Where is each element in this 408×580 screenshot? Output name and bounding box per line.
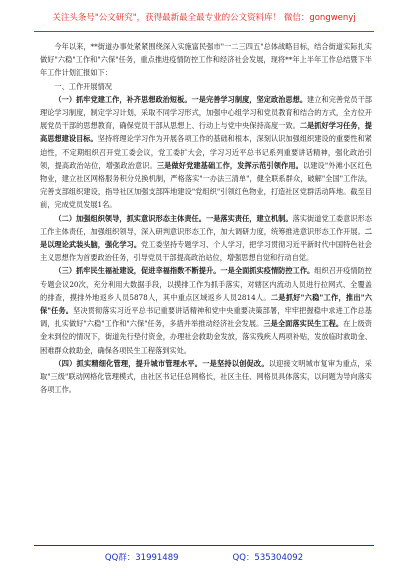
subsection-1-body: 建立和完善党员干部理论学习制度，制定学习计划，采取不同学习形式，加强中心组学习和党员教育和结合的方式，全方位开展党员干部的思想教育，确保党员干部从思想上、行动上与党中央保持高度一致。 <box>40 94 372 131</box>
subsection-4-lead: （四）抓实精细化管理，提升城市管理水平。一是坚持以创促改。 <box>54 358 269 368</box>
subsection-2-lead: （二）加强组织领导，抓实意识形态主体责任。一是落实责任，建立机制。 <box>54 213 293 223</box>
subsection-1-lead: （一）抓牢党建工作，补齐思想政治短板。一是完善学习制度，坚定政治思想。 <box>54 94 308 104</box>
subsection-1-body-3: 以建设"外滩小区红色物业，建立社区网格服务积分兑换机制，严格落实"一办法三清单"，健全联系群众，破解"全国"工作法，完善支部组织建设，指导社区加强支部阵地建设"党组织"引领红色物业，打造社区党群活动阵地。截至目前，完成党员发展1名。 <box>40 160 372 210</box>
subsection-3-body: 组织召开疫情防控专题会议20次，充分利用大数据手段，以摸排工作为抓手落实，对辖区内流动人员进行拉网式、全覆盖的排查，摸排外地返乡人员5878人，其中重点区域返乡人员2814人。 <box>40 266 372 302</box>
subsection-1-body-2: 坚持将理论学习作为开展各项工作的基础和根本，深刻认识加强组织建设的重要性和紧迫性，不定期组织召开党工委会议，党工委扩大会，学习习近平总书记系列重要讲话精神，强化政治引领，提高政治站位，增强政治意识。 <box>40 134 372 170</box>
subsection-2 <box>40 212 372 265</box>
subsection-1 <box>40 93 372 212</box>
subsection-4 <box>40 357 372 397</box>
subsection-2-body: 落实街道党工委意识形态工作主体责任，加强组织领导，深入研判意识形态工作，加大调研力度，统筹推进意识形态工作开展。 <box>40 213 372 236</box>
section-1-heading: 一、工作开展情况 <box>54 81 112 91</box>
subsection-1-lead-2: 二是抓好学习任务，提高思想建设目标。 <box>40 121 372 144</box>
document-body <box>40 40 372 540</box>
header-rule <box>34 31 374 32</box>
subsection-4-body: 以迎接文明城市复审为重点，采取"三级"联动网格化管理模式，由社区书记任总网格长，社区主任、网格员具体落实，以问题为导向落实各项工作。 <box>40 358 372 395</box>
subsection-3-lead: （三）抓牢民生福祉建设，促进幸福指数不断提升。一是全面抓实疫情防控工作。 <box>54 266 315 276</box>
subsection-3-lead-3: 三是全面落实民生工程。 <box>263 319 344 329</box>
footer-qq-group: QQ群：31991489 <box>104 553 179 563</box>
footer-rule <box>34 545 374 546</box>
subsection-3-body-2: 坚决贯彻落实习近平总书记重要讲话精神和党中央重要决策部署，牢牢把握稳中求进工作总基调，扎实做好"六稳"工作和"六保"任务，多措并举推动经济社会发展。 <box>40 306 372 329</box>
page-header: 关注头条号"公文研究"，获得最新最全最专业的公文资料库！ 微信：gongwenyj <box>52 13 356 23</box>
subsection-2-body-2: 党工委坚持专题学习、个人学习，把学习贯彻习近平新时代中国特色社会主义思想作为首要政治任务，引导党员干部提高政治站位，增强思想自觉和行动自觉。 <box>40 240 372 263</box>
subsection-3 <box>40 264 372 356</box>
footer-qq: QQ：535304092 <box>232 553 304 563</box>
subsection-3-lead-2: 二是抓好"六稳"工作，推出"六保"任务。 <box>40 292 372 316</box>
subsection-2-lead-2: 二是以理论武装头脑，强化学习。 <box>40 226 372 250</box>
page-footer <box>0 548 408 568</box>
subsection-3-body-3: 在上级资金未到位的情况下，街道先行垫付资金，办理社会救助金发放，落实残疾人两项补贴，发放临时救助金、困难群众救助金，确保各项民生工程落到实处。 <box>40 319 372 355</box>
subsection-1-lead-3: 三是做好党建基础工作，发挥示范引领作用。 <box>156 160 303 170</box>
intro-paragraph: 今年以来，**街道办事处紧紧围绕深入实施富民强市"一二三四五"总体战略目标，结合街道实际扎实做好"六稳"工作和"六保"任务，重点推进疫情防控工作和经济社会发展，现将**年上半年工作总结暨下半年工作计划汇报如下： <box>40 42 372 78</box>
